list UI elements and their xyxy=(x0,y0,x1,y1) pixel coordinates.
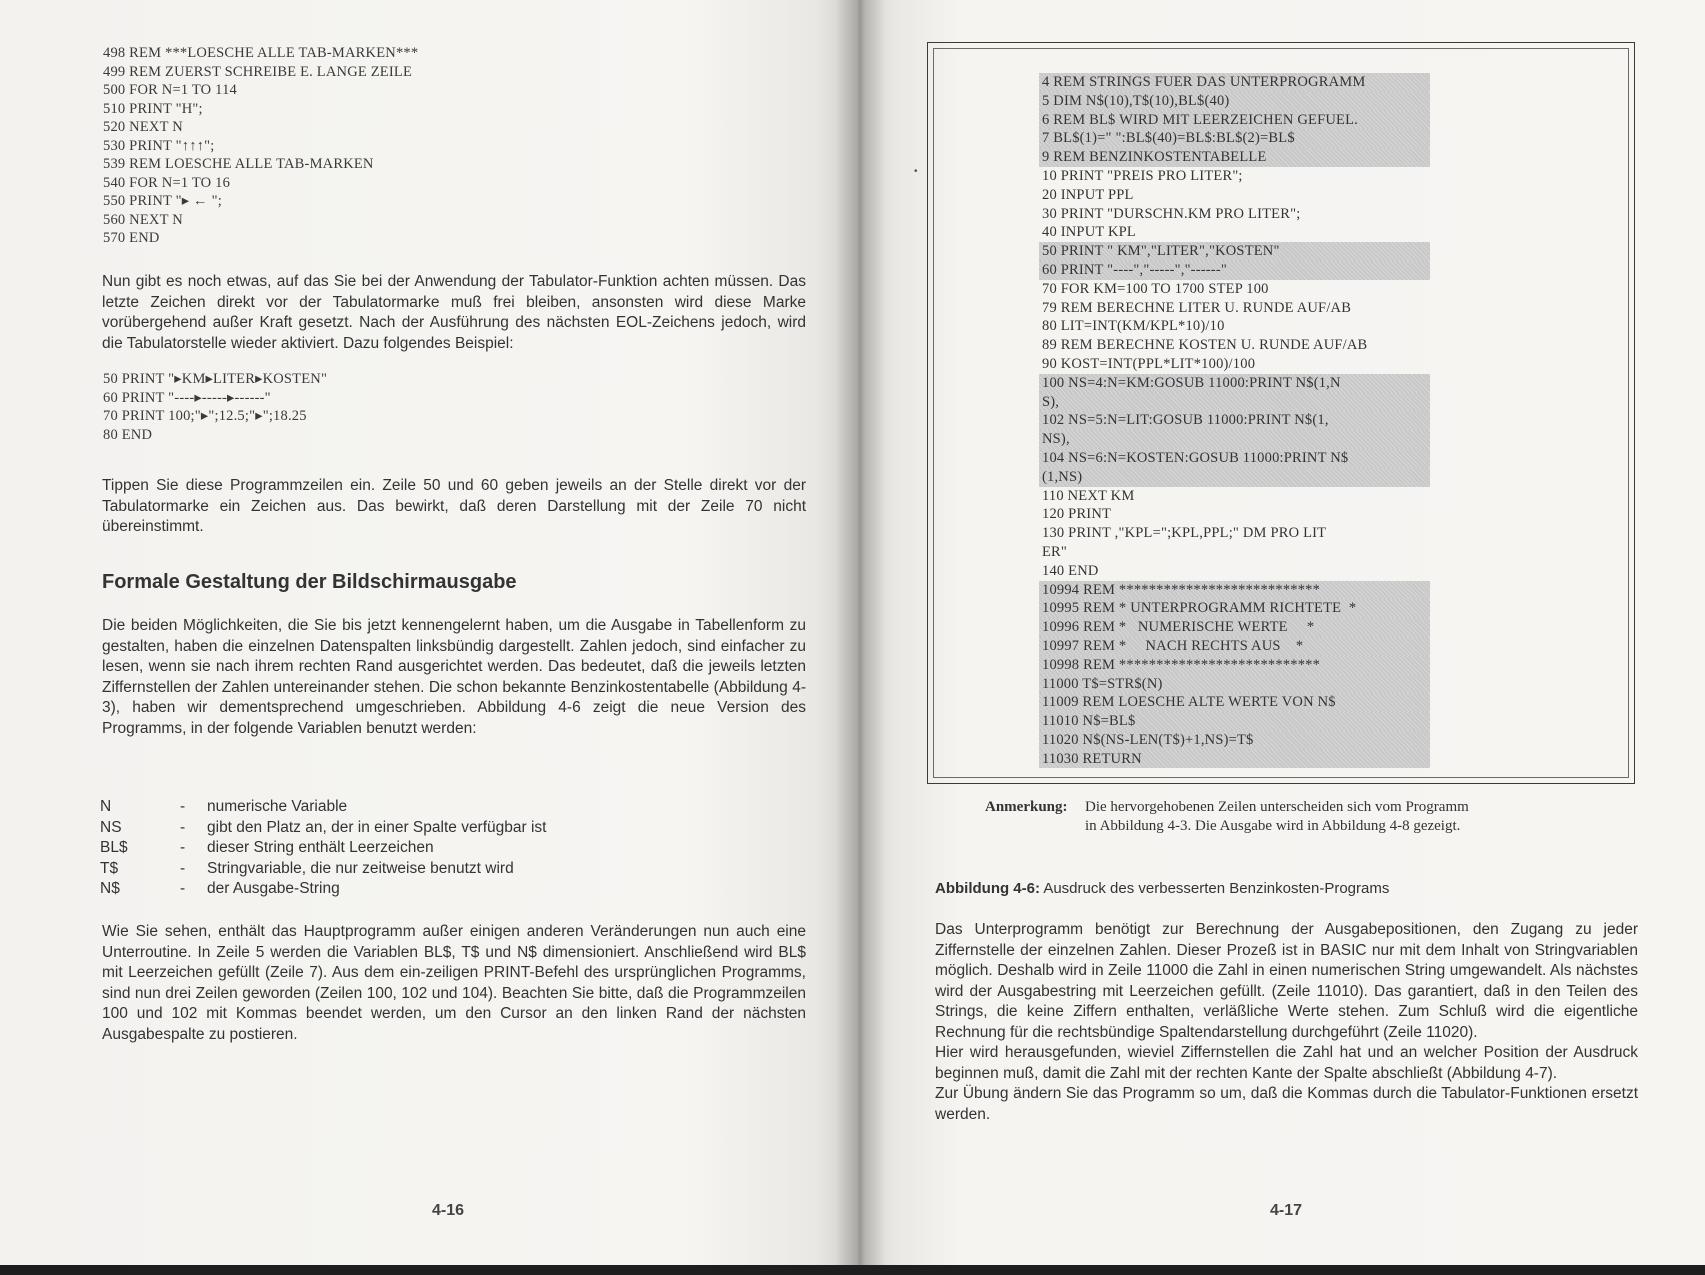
paragraph-tab-marker-note: Nun gibt es noch etwas, auf das Sie bei der Anwendung der Tabulator-Funktion achten müssen. Das letzte Zeichen direkt vor der Tabulatormarke muß frei bleiben, ansonsten wird diese Marke vorübergehend außer Kraft gesetzt. Nach der Ausführung des nächsten EOL-Zeichens jedoch, wird die Tabulatorstelle wieder aktiviert. Dazu folgendes Beispiel: xyxy=(102,273,806,352)
code-top-line: 560 NEXT N xyxy=(103,211,183,228)
highlighted-listing-line: 10996 REM * NUMERISCHE WERTE * xyxy=(1039,618,1430,637)
code-top-line: 500 FOR N=1 TO 114 xyxy=(103,82,237,98)
code-top-line: 570 END xyxy=(103,230,160,246)
variable-name: BL$ xyxy=(100,839,128,856)
margin-mark-icon: • xyxy=(914,166,918,177)
variable-desc: Stringvariable, die nur zeitweise benutzt wird xyxy=(207,859,514,877)
highlighted-listing-line: 100 NS=4:N=KM:GOSUB 11000:PRINT N$(1,N xyxy=(1039,374,1430,393)
highlighted-listing-line: 11010 N$=BL$ xyxy=(1039,712,1430,731)
highlighted-listing-line: 5 DIM N$(10),T$(10),BL$(40) xyxy=(1039,92,1430,111)
listing-line: 89 REM BERECHNE KOSTEN U. RUNDE AUF/AB xyxy=(1042,337,1368,354)
listing-line: 90 KOST=INT(PPL*LIT*100)/100 xyxy=(1042,355,1256,372)
listing-line: 10 PRINT "PREIS PRO LITER"; xyxy=(1042,167,1243,184)
caption-label: Abbildung 4-6: xyxy=(935,880,1040,897)
highlighted-listing-line: 4 REM STRINGS FUER DAS UNTERPROGRAMM xyxy=(1039,73,1430,92)
variable-desc: dieser String enthält Leerzeichen xyxy=(207,839,434,856)
listing-line: 20 INPUT PPL xyxy=(1042,186,1134,203)
variable-dash: - xyxy=(180,818,186,836)
highlighted-listing-line: 10995 REM * UNTERPROGRAMM RICHTETE * xyxy=(1039,599,1430,618)
explanation-paragraph: Zur Übung ändern Sie das Programm so um, daß die Kommas durch die Tabulator-Funktionen ersetzt werden. xyxy=(935,1085,1638,1123)
variable-dash: - xyxy=(180,859,186,877)
listing-line: 140 END xyxy=(1042,562,1099,579)
variable-row xyxy=(100,859,546,880)
variable-name: NS xyxy=(100,818,122,836)
variable-name: N$ xyxy=(100,880,120,897)
program-listing xyxy=(1042,73,1430,768)
listing-line: 130 PRINT ,"KPL=";KPL,PPL;" DM PRO LIT xyxy=(1042,525,1327,542)
highlighted-listing-line: 10997 REM * NACH RECHTS AUS * xyxy=(1039,637,1430,656)
highlighted-listing-line: S), xyxy=(1039,393,1430,412)
variable-desc: numerische Variable xyxy=(207,798,348,815)
code-top-line: 510 PRINT "H"; xyxy=(103,100,203,117)
paragraph-formatting: Die beiden Möglichkeiten, die Sie bis jetzt kennengelernt haben, um die Ausgabe in Tabellenform zu gestalten, haben die einzelnen Datenspalten linksbündig dargestellt. Zahlen jedoch, sind einfacher zu lesen, wenn sie nach ihrem rechten Rand ausgerichtet werden. Das bedeutet, daß die jeweils letzten Ziffernstellen der Zahlen untereinander stehen. Die schon bekannte Benzinkostentabelle (Abbildung 4-3), haben wir dementsprechend umgeschrieben. Abbildung 4-6 zeigt die neue Version des Programms, in der folgende Variablen benutzt werden: xyxy=(102,617,806,737)
highlighted-listing-line: 9 REM BENZINKOSTENTABELLE xyxy=(1039,148,1430,167)
variable-dash: - xyxy=(180,880,186,897)
highlighted-listing-line: 11020 N$(NS-LEN(T$)+1,NS)=T$ xyxy=(1039,731,1430,750)
variable-row xyxy=(100,838,546,859)
highlighted-listing-line: 50 PRINT " KM","LITER","KOSTEN" xyxy=(1039,242,1430,261)
listing-line: 110 NEXT KM xyxy=(1042,487,1135,504)
variable-row xyxy=(100,818,546,839)
code-listing-example xyxy=(103,370,327,444)
highlighted-listing-line: 10994 REM *************************** xyxy=(1039,581,1430,600)
highlighted-listing-line: NS), xyxy=(1039,430,1430,449)
page-number-right: 4-17 xyxy=(1270,1202,1303,1219)
listing-line: 30 PRINT "DURSCHN.KM PRO LITER"; xyxy=(1042,205,1301,222)
code-top-line: 499 REM ZUERST SCHREIBE E. LANGE ZEILE xyxy=(103,63,412,80)
code-mid-line: 60 PRINT "----▸-----▸------" xyxy=(103,389,271,406)
code-top-line: 520 NEXT N xyxy=(103,119,183,135)
subroutine-explanation xyxy=(935,920,1638,1125)
note-text: Die hervorgehobenen Zeilen unterscheiden sich vom Programm in Abbildung 4-3. Die Ausgabe wird in Abbildung 4-8 gezeigt. xyxy=(1085,799,1469,834)
highlighted-listing-line: 104 NS=6:N=KOSTEN:GOSUB 11000:PRINT N$ xyxy=(1039,449,1430,468)
paragraph-main-program: Wie Sie sehen, enthält das Hauptprogramm außer einigen anderen Veränderungen nun auch eine Unterroutine. In Zeile 5 werden die Variablen BL$, T$ und N$ dimensioniert. Anschließend wird BL$ mit Leerzeichen gefüllt (Zeile 7). Aus dem ein-zeiligen PRINT-Befehl des ursprünglichen Programms, sind nun drei Zeilen geworden (Zeilen 100, 102 und 104). Beachten Sie bitte, daß die Programmzeilen 100 und 102 mit Kommas beendet werden, um den Cursor an den linken Rand der nächsten Ausgabespalte zu postieren. xyxy=(102,923,806,1043)
variable-table xyxy=(100,797,546,900)
listing-line: 80 LIT=INT(KM/KPL*10)/10 xyxy=(1042,318,1225,335)
code-top-line: 539 REM LOESCHE ALLE TAB-MARKEN xyxy=(103,156,374,172)
highlighted-listing-line: 11000 T$=STR$(N) xyxy=(1039,675,1430,694)
code-top-line: 498 REM ***LOESCHE ALLE TAB-MARKEN*** xyxy=(103,45,419,61)
code-listing-top xyxy=(103,44,418,248)
code-mid-line: 70 PRINT 100;"▸";12.5;"▸";18.25 xyxy=(103,408,307,424)
highlighted-listing-line: 11030 RETURN xyxy=(1039,750,1430,769)
variable-name: T$ xyxy=(100,859,119,877)
listing-line: 120 PRINT xyxy=(1042,506,1112,523)
paragraph-type-lines: Tippen Sie diese Programmzeilen ein. Zeile 50 und 60 geben jeweils an der Stelle direkt vor der Tabulatormarke ein Zeichen aus. Das bewirkt, daß deren Darstellung mit der Zeile 70 nicht übereinstimmt. xyxy=(102,477,806,535)
listing-line: ER" xyxy=(1042,543,1068,560)
listing-line: 79 REM BERECHNE LITER U. RUNDE AUF/AB xyxy=(1042,299,1352,316)
note-label: Anmerkung: xyxy=(985,799,1068,815)
caption-text: Ausdruck des verbesserten Benzinkosten-Programs xyxy=(1040,880,1390,897)
highlighted-listing-line: 102 NS=5:N=LIT:GOSUB 11000:PRINT N$(1, xyxy=(1039,411,1430,430)
highlighted-listing-line: 6 REM BL$ WIRD MIT LEERZEICHEN GEFUEL. xyxy=(1039,111,1430,130)
scan-edge xyxy=(0,1265,1705,1275)
highlighted-listing-line: 10998 REM *************************** xyxy=(1039,656,1430,675)
figure-caption xyxy=(935,880,1389,897)
explanation-paragraph: Hier wird herausgefunden, wieviel Ziffernstellen die Zahl hat und an welcher Position der Ausdruck beginnen muß, damit die Zahl mit der rechten Kante der Spalte abschließt (Abbildung 4-7). xyxy=(935,1044,1638,1082)
code-mid-line: 50 PRINT "▸KM▸LITER▸KOSTEN" xyxy=(103,371,328,387)
highlighted-listing-line: 11009 REM LOESCHE ALTE WERTE VON N$ xyxy=(1039,693,1430,712)
code-top-line: 530 PRINT "↑↑↑"; xyxy=(103,137,215,154)
highlighted-listing-line: (1,NS) xyxy=(1039,468,1430,487)
variable-name: N xyxy=(100,798,112,815)
highlighted-listing-line: 60 PRINT "----","-----","------" xyxy=(1039,261,1430,280)
variable-desc: gibt den Platz an, der in einer Spalte verfügbar ist xyxy=(207,818,547,836)
section-heading: Formale Gestaltung der Bildschirmausgabe xyxy=(102,571,517,593)
variable-row xyxy=(100,879,546,900)
page-number-left: 4-16 xyxy=(432,1202,465,1219)
code-top-line: 550 PRINT "▸ ← "; xyxy=(103,193,222,209)
explanation-paragraph: Das Unterprogramm benötigt zur Berechnung der Ausgabepositionen, den Zugang zu jeder Ziffernstelle der einzelnen Zahlen. Dieser Prozeß ist in BASIC nur mit dem Inhalt von Stringvariablen möglich. Deshalb wird in Zeile 11000 die Zahl in einen numerischen String umgewandelt. Als nächstes wird der Ausgabestring mit Leerzeichen gefüllt. (Zeile 11010). Das garantiert, daß in den Teilen des Strings, die keine Ziffern enthalten, verläßliche Werte stehen. Zum Schluß wird die eigentliche Rechnung für die rechtsbündige Spaltendarstellung durchgeführt (Zeile 11020). xyxy=(935,921,1638,1041)
listing-line: 40 INPUT KPL xyxy=(1042,224,1136,241)
highlighted-listing-line: 7 BL$(1)=" ":BL$(40)=BL$:BL$(2)=BL$ xyxy=(1039,129,1430,148)
variable-dash: - xyxy=(180,839,186,856)
code-top-line: 540 FOR N=1 TO 16 xyxy=(103,174,231,191)
listing-line: 70 FOR KM=100 TO 1700 STEP 100 xyxy=(1042,280,1269,297)
variable-dash: - xyxy=(180,798,186,815)
variable-row xyxy=(100,797,546,818)
code-mid-line: 80 END xyxy=(103,426,153,443)
variable-desc: der Ausgabe-String xyxy=(207,880,340,897)
